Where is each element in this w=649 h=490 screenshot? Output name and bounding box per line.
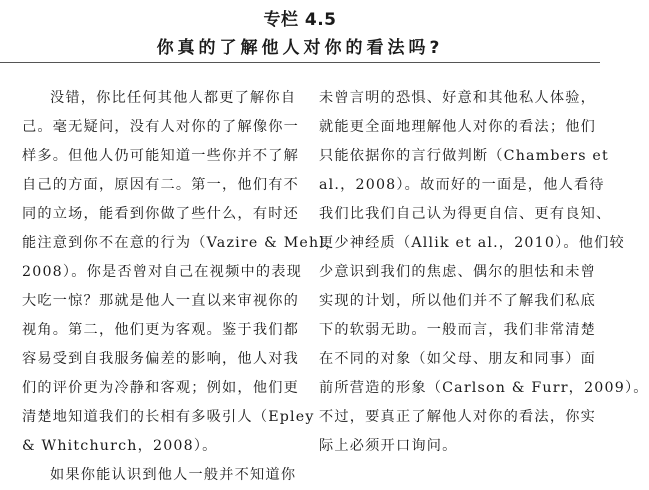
text-line: 实现的计划，所以他们并不了解我们私底 — [319, 293, 596, 309]
text-line: 自己的方面，原因有二。第一，他们有不 — [22, 177, 299, 193]
text-line: 前所营造的形象（Carlson & Furr，2009）。 — [319, 380, 649, 396]
text-line: 在不同的对象（如父母、朋友和同事）面 — [319, 351, 596, 367]
text-line: 容易受到自我服务偏差的影响，他人对我 — [22, 351, 299, 367]
text-line: & Whitchurch，2008）。 — [22, 438, 218, 454]
box-title: 你真的了解他人对你的看法吗? — [156, 38, 444, 58]
box-label: 专栏 4.5 — [263, 10, 337, 30]
text-line: 同的立场，能看到你做了些什么，有时还 — [22, 206, 299, 222]
text-line: 少意识到我们的焦虑、偶尔的胆怯和未曾 — [319, 264, 596, 280]
text-line: 们的评价更为冷静和客观；例如，他们更 — [22, 380, 299, 396]
text-line: 清楚地知道我们的长相有多吸引人（Epley — [22, 409, 315, 425]
text-line: 样多。但他人仍可能知道一些你并不了解 — [22, 148, 299, 164]
right-column — [319, 84, 649, 461]
text-line: 大吃一惊？那就是他人一直以来审视你的 — [22, 293, 299, 309]
text-line: 如果你能认识到他人一般并不知道你 — [50, 467, 297, 483]
text-line: 没错，你比任何其他人都更了解你自 — [50, 90, 297, 106]
sidebar-box-header — [0, 0, 600, 63]
text-line: 只能依据你的言行做判断（Chambers et — [319, 148, 609, 164]
text-line: 2008）。你是否曾对自己在视频中的表现 — [22, 264, 303, 280]
left-column — [22, 84, 341, 490]
text-line: 不过，要真正了解他人对你的看法，你实 — [319, 409, 596, 425]
text-line: 下的软弱无助。一般而言，我们非常清楚 — [319, 322, 596, 338]
text-line: 己。毫无疑问，没有人对你的了解像你一 — [22, 119, 299, 135]
text-line: 就能更全面地理解他人对你的看法；他们 — [319, 119, 596, 135]
text-line: 际上必须开口询问。 — [319, 438, 458, 454]
text-line: 更少神经质（Allik et al.，2010）。他们较 — [319, 235, 625, 251]
text-line: 能注意到你不在意的行为（Vazire & Mehl， — [22, 235, 341, 251]
text-line: 未曾言明的恐惧、好意和其他私人体验， — [319, 90, 596, 106]
text-line: al.，2008）。故而好的一面是，他人看待 — [319, 177, 605, 193]
text-line: 视角。第二，他们更为客观。鉴于我们都 — [22, 322, 299, 338]
text-line: 我们比我们自己认为得更自信、更有良知、 — [319, 206, 612, 222]
